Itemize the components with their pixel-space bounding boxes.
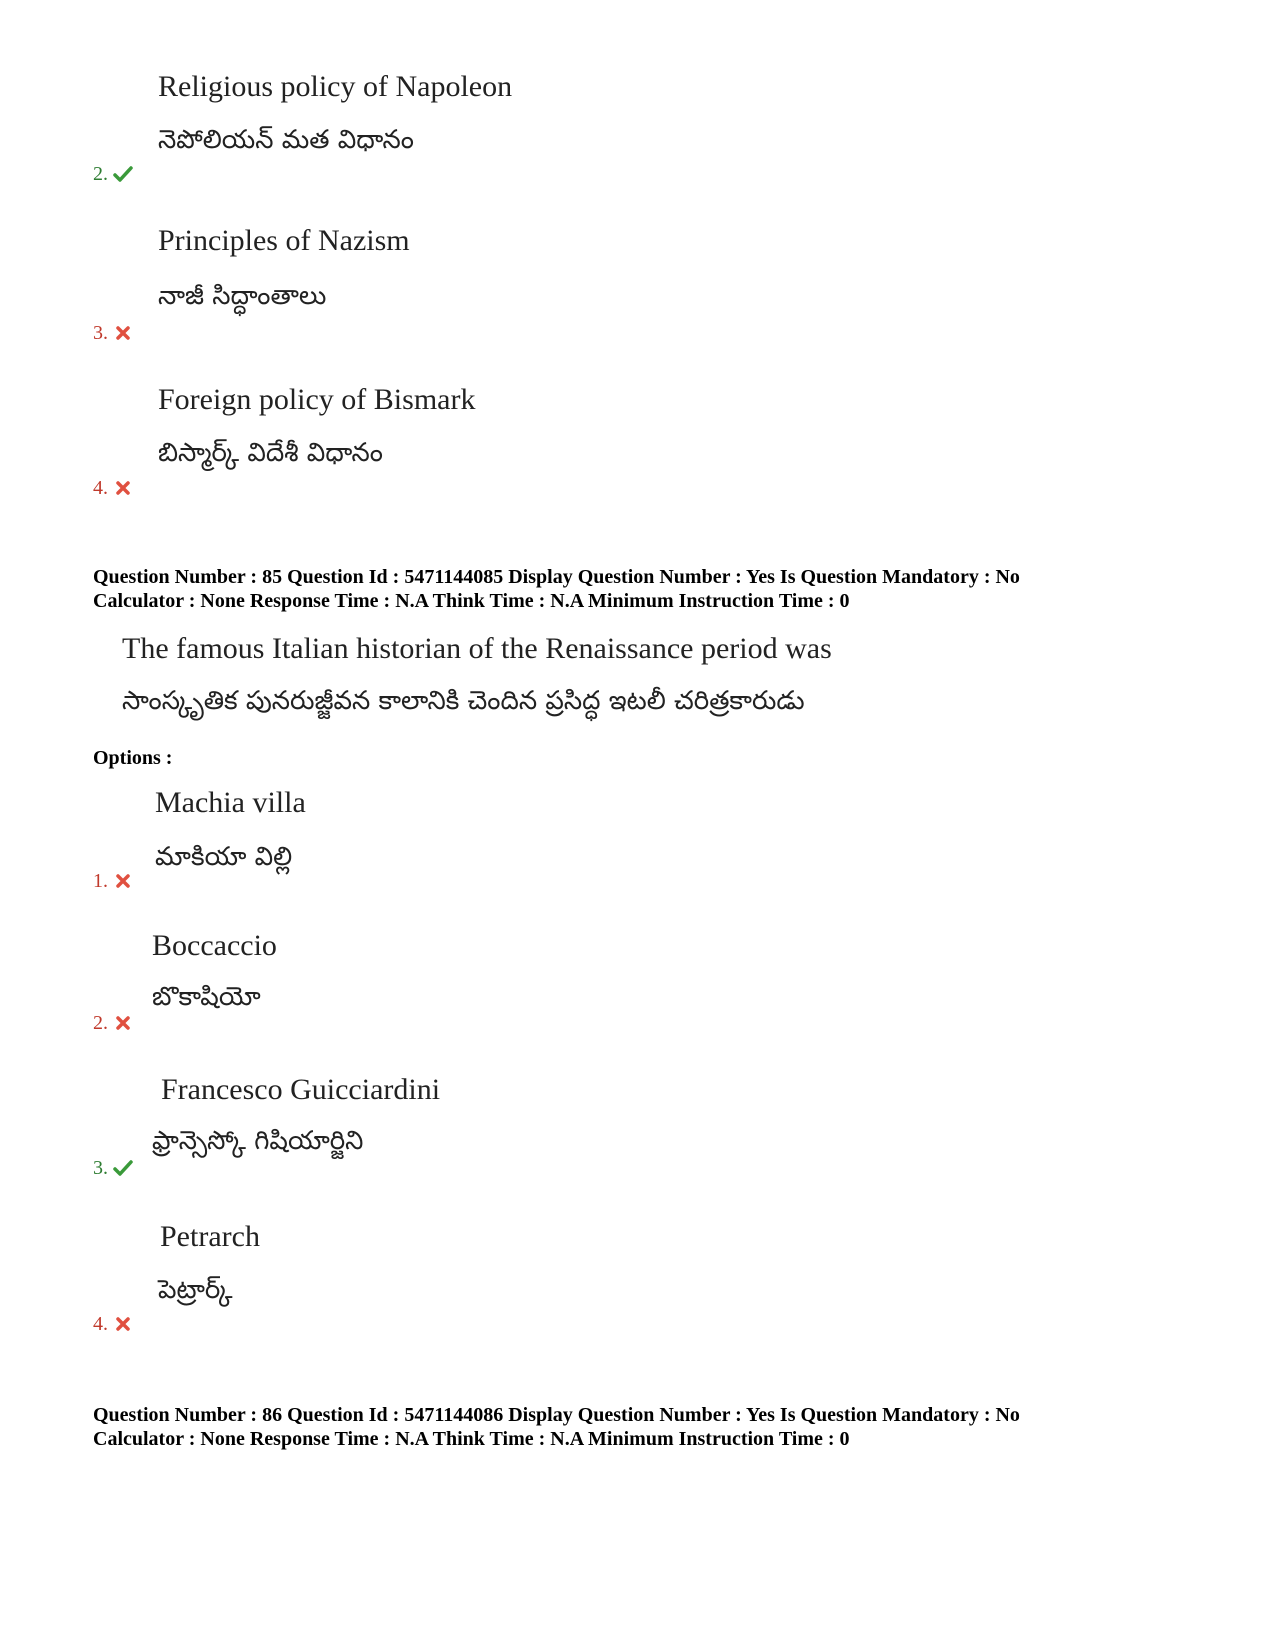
option-number-label: 2. bbox=[93, 1012, 108, 1034]
option-number bbox=[93, 1157, 133, 1179]
option-text-te: నెపోలియన్ మత విధానం bbox=[158, 125, 414, 155]
option-number bbox=[93, 1313, 133, 1335]
question-meta-line1: Question Number : 86 Question Id : 5471144086 Display Question Number : Yes Is Question Mandatory : No bbox=[93, 1404, 1020, 1426]
option-number bbox=[93, 1012, 133, 1034]
option-number bbox=[93, 163, 133, 185]
question-text-en: The famous Italian historian of the Renaissance period was bbox=[122, 632, 832, 665]
option-number bbox=[93, 322, 133, 344]
question-meta-line2: Calculator : None Response Time : N.A Think Time : N.A Minimum Instruction Time : 0 bbox=[93, 1428, 850, 1450]
cross-icon bbox=[113, 1314, 133, 1334]
option-number bbox=[93, 870, 133, 892]
question-meta-line1: Question Number : 85 Question Id : 5471144085 Display Question Number : Yes Is Question Mandatory : No bbox=[93, 566, 1020, 588]
option-text-te: బొకాషియో bbox=[152, 982, 261, 1012]
cross-icon bbox=[113, 323, 133, 343]
option-number-label: 1. bbox=[93, 870, 108, 892]
option-text-te: బిస్మార్క్ విదేశీ విధానం bbox=[158, 438, 383, 468]
check-icon bbox=[113, 164, 133, 184]
option-text-en: Foreign policy of Bismark bbox=[158, 383, 476, 416]
option-number-label: 3. bbox=[93, 1157, 108, 1179]
option-text-te: నాజీ సిద్ధాంతాలు bbox=[158, 281, 327, 311]
option-text-te: మాకియా విల్లి bbox=[155, 842, 293, 872]
question-text-te: సాంస్కృతిక పునరుజ్జీవన కాలానికి చెందిన ప్రసిద్ధ ఇటలీ చరిత్రకారుడు bbox=[122, 686, 805, 716]
option-text-en: Machia villa bbox=[155, 786, 306, 819]
cross-icon bbox=[113, 478, 133, 498]
option-text-en: Petrarch bbox=[160, 1220, 260, 1253]
check-icon bbox=[113, 1158, 133, 1178]
options-label: Options : bbox=[93, 747, 173, 769]
option-text-en: Boccaccio bbox=[152, 929, 277, 962]
option-text-te: ఫ్రాన్సెస్కో గిషియార్జిని bbox=[152, 1126, 364, 1156]
option-text-te: పెట్రార్క్ bbox=[158, 1275, 233, 1305]
option-text-en: Religious policy of Napoleon bbox=[158, 70, 513, 103]
option-text-en: Principles of Nazism bbox=[158, 224, 410, 257]
option-text-en: Francesco Guicciardini bbox=[161, 1073, 441, 1106]
option-number-label: 4. bbox=[93, 477, 108, 499]
cross-icon bbox=[113, 871, 133, 891]
option-number bbox=[93, 477, 133, 499]
cross-icon bbox=[113, 1013, 133, 1033]
question-meta-line2: Calculator : None Response Time : N.A Think Time : N.A Minimum Instruction Time : 0 bbox=[93, 590, 850, 612]
option-number-label: 4. bbox=[93, 1313, 108, 1335]
option-number-label: 2. bbox=[93, 163, 108, 185]
option-number-label: 3. bbox=[93, 322, 108, 344]
